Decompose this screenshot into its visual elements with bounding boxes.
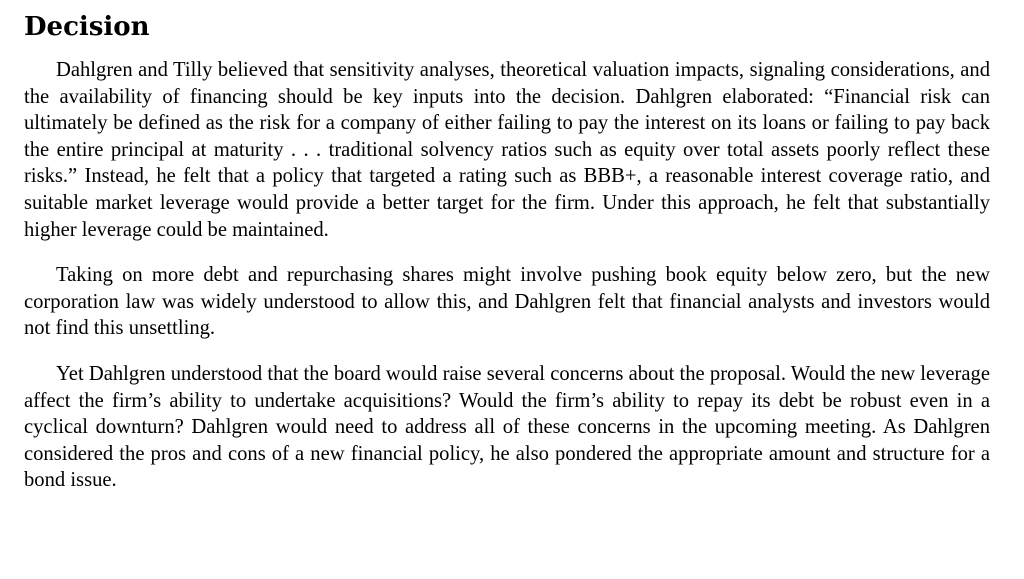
document-page	[24, 10, 990, 513]
paragraph-book-equity: Taking on more debt and repurchasing shares might involve pushing book equity below zero, but the new corporation law was widely understood to allow this, and Dahlgren felt that financial analysts and investors would not find this unsettling.	[24, 264, 990, 340]
section-heading: Decision	[24, 12, 150, 42]
paragraph-board-concerns: Yet Dahlgren understood that the board would raise several concerns about the proposal. Would the new leverage affect the firm’s ability to undertake acquisitions? Would the firm’s ability to repay its debt be robust even in a cyclical downturn? Dahlgren would need to address all of these concerns in the upcoming meeting. As Dahlgren considered the pros and cons of a new financial policy, he also pondered the appropriate amount and structure for a bond issue.	[24, 362, 990, 492]
paragraph-financial-risk: Dahlgren and Tilly believed that sensitivity analyses, theoretical valuation impacts, signaling considerations, and the availability of financing should be key inputs into the decision. Dahlgren elaborated: “Financial risk can ultimately be defined as the risk for a company of either failing to pay the interest on its loans or failing to pay back the entire principal at maturity . . . traditional solvency ratios such as equity over total assets poorly reflect these risks.” Instead, he felt that a policy that targeted a rating such as BBB+, a reasonable interest coverage ratio, and suitable market leverage would provide a better target for the firm. Under this approach, he felt that substantially higher leverage could be maintained.	[24, 59, 990, 241]
